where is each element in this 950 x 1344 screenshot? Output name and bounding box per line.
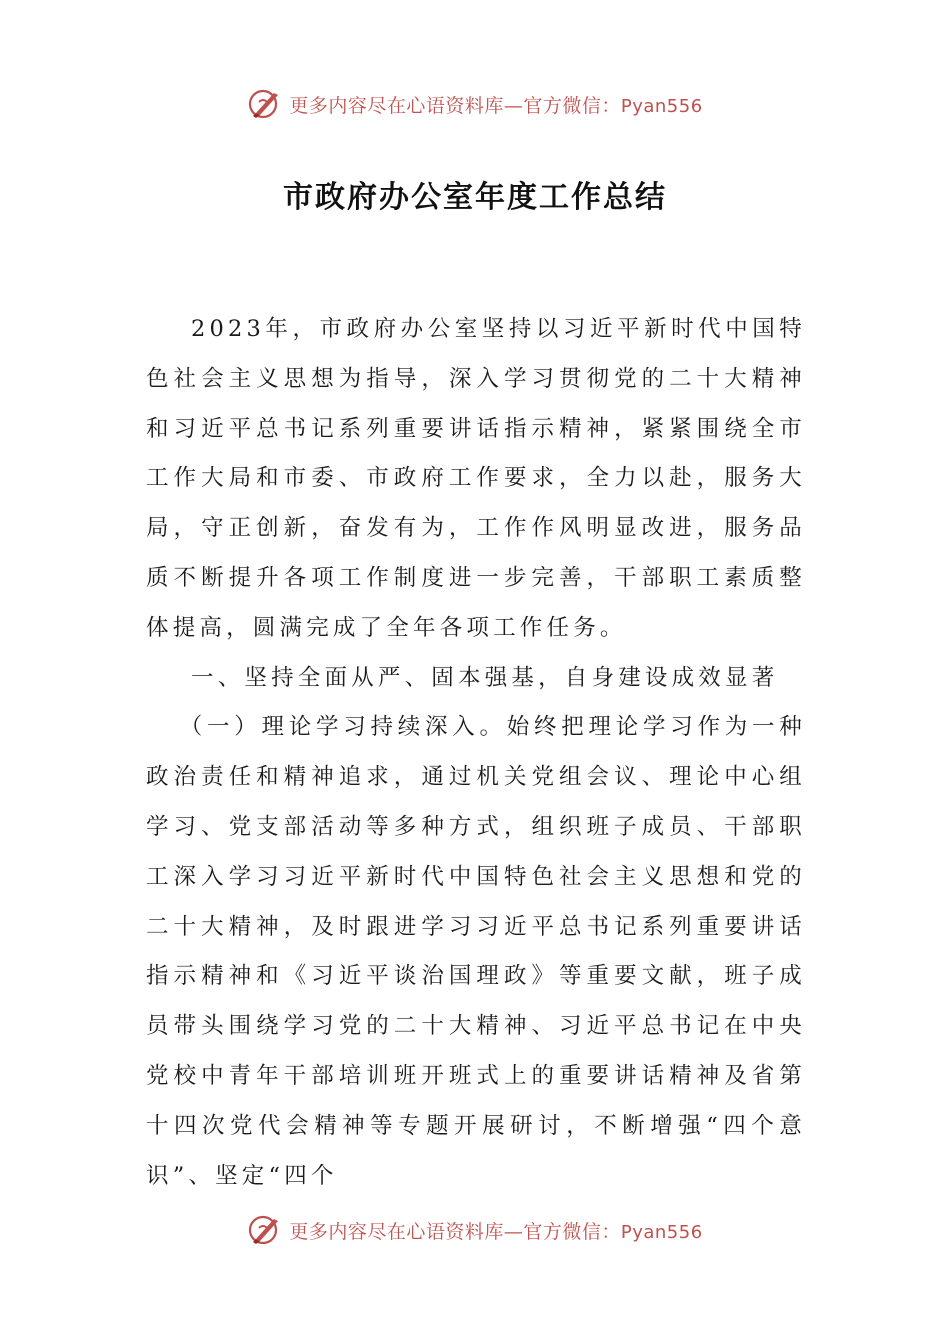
pen-logo-icon (247, 86, 283, 122)
section-heading-1: 一、坚持全面从严、固本强基，自身建设成效显著 (191, 664, 779, 691)
document-body (146, 305, 806, 1201)
watermark-banner-top (0, 84, 950, 124)
watermark-banner-bottom (0, 1210, 950, 1250)
wechat-id: Pyan556 (620, 1221, 703, 1243)
intro-paragraph: 2023年，市政府办公室坚持以习近平新时代中国特色社会主义思想为指导，深入学习贯彻党的二十大精神和习近平总书记系列重要讲话指示精神，紧紧围绕全市工作大局和市委、市政府工作要求，全力以赴，服务大局，守正创新，奋发有为，工作作风明显改进，服务品质不断提升各项工作制度进一步完善，干部职工素质整体提高，圆满完成了全年各项工作任务。 (146, 316, 806, 641)
subsection-paragraph-1: （一）理论学习持续深入。始终把理论学习作为一种政治责任和精神追求，通过机关党组会议、理论中心组学习、党支部活动等多种方式，组织班子成员、干部职工深入学习习近平新时代中国特色社会主义思想和党的二十大精神，及时跟进学习习近平总书记系列重要讲话指示精神和《习近平谈治国理政》等重要文献，班子成员带头围绕学习党的二十大精神、习近平总书记在中央党校中青年干部培训班开班式上的重要讲话精神及省第十四次党代会精神等专题开展研讨，不断增强“四个意识”、坚定“四个 (146, 714, 806, 1189)
watermark-text: 更多内容尽在心语资料库—官方微信：Pyan556 (289, 94, 703, 117)
pen-logo-icon (247, 1212, 283, 1248)
document-title: 市政府办公室年度工作总结 (283, 180, 667, 215)
watermark-text: 更多内容尽在心语资料库—官方微信：Pyan556 (289, 1220, 703, 1243)
wechat-id: Pyan556 (620, 95, 703, 117)
